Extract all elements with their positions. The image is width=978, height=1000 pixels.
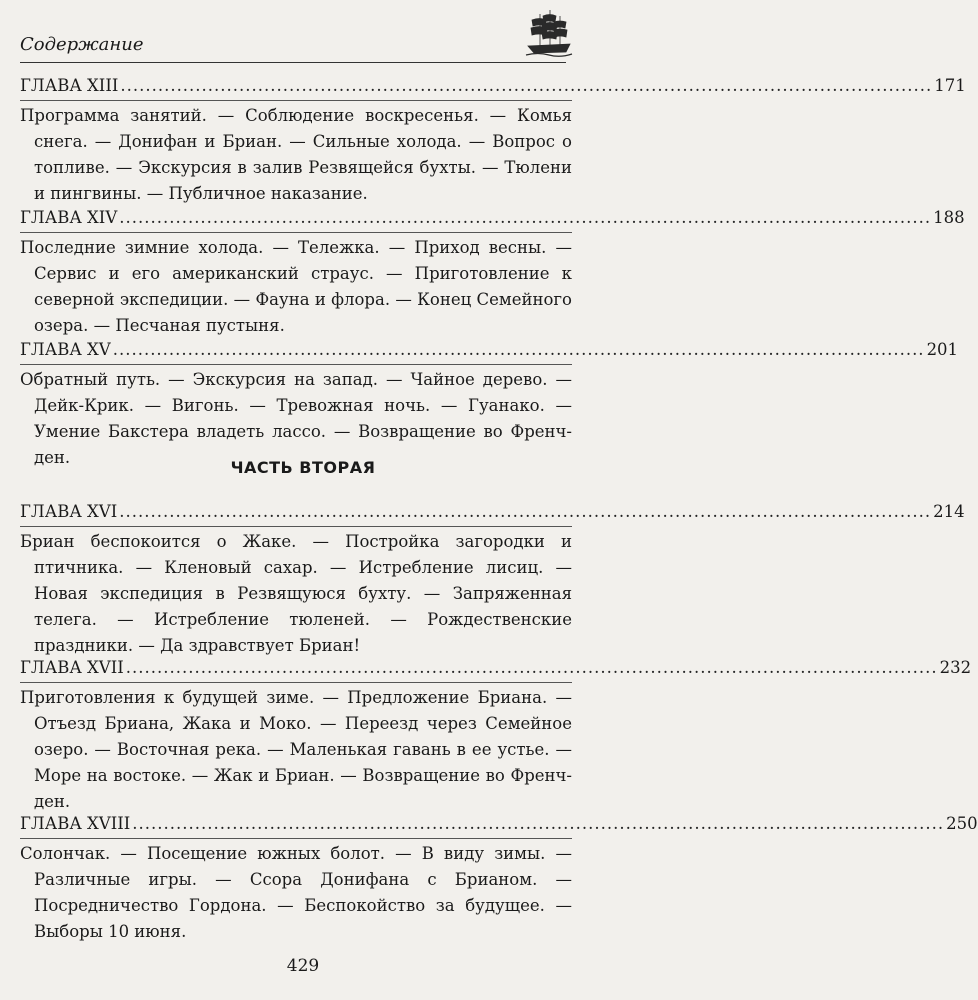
leader-dots: .................................................................................................................................. xyxy=(119,208,932,227)
entry-rule xyxy=(20,364,572,365)
leader-dots: .................................................................................................................................. xyxy=(112,340,925,359)
chapter-line xyxy=(20,500,965,524)
entry-rule xyxy=(20,838,572,839)
running-header-title: Содержание xyxy=(20,34,144,55)
chapter-page-number: 214 xyxy=(933,502,965,521)
toc-entry-chapter-15 xyxy=(20,338,959,471)
ship-icon xyxy=(526,8,572,58)
chapter-summary: Обратный путь. — Экскурсия на запад. — Чайное дерево. — Дейк-Крик. — Вигонь. — Тревожная ночь. — Гуанако. — Умение Бакстера владеть лассо. — Возвращение во Френч-ден. xyxy=(20,370,572,467)
page-number: 429 xyxy=(286,956,320,976)
toc-entry-chapter-17 xyxy=(20,656,972,815)
chapter-title: ГЛАВА XIV xyxy=(20,208,118,227)
toc-entry-chapter-14 xyxy=(20,206,965,339)
entry-rule xyxy=(20,682,572,683)
toc-entry-chapter-16 xyxy=(20,500,965,659)
leader-dots: .................................................................................................................................. xyxy=(132,814,945,833)
chapter-page-number: 232 xyxy=(939,658,972,677)
chapter-title: ГЛАВА XIII xyxy=(20,76,119,95)
chapter-title: ГЛАВА XVII xyxy=(20,658,124,677)
chapter-title: ГЛАВА XVI xyxy=(20,502,118,521)
chapter-line xyxy=(20,812,978,836)
chapter-summary: Приготовления к будущей зиме. — Предложение Бриана. — Отъезд Бриана, Жака и Моко. — Переезд через Семейное озеро. — Восточная река. — Маленькая гавань в ее устье. — Море на востоке. — Жак и Бриан. — Возвращение во Френч-ден. xyxy=(20,688,572,811)
entry-rule xyxy=(20,100,572,101)
chapter-summary: Последние зимние холода. — Тележка. — Приход весны. — Сервис и его американский страус. — Приготовление к северной экспедиции. — Фауна и флора. — Конец Семейного озера. — Песчаная пустыня. xyxy=(20,238,572,335)
chapter-page-number: 201 xyxy=(926,340,959,359)
chapter-title: ГЛАВА XV xyxy=(20,340,111,359)
chapter-line xyxy=(20,656,972,680)
leader-dots: .................................................................................................................................. xyxy=(120,76,933,95)
chapter-line xyxy=(20,338,959,362)
chapter-page-number: 250 xyxy=(946,814,978,833)
chapter-page-number: 171 xyxy=(934,76,966,95)
chapter-line xyxy=(20,74,966,98)
toc-entry-chapter-13 xyxy=(20,74,966,207)
chapter-page-number: 188 xyxy=(933,208,965,227)
chapter-summary: Солончак. — Посещение южных болот. — В виду зимы. — Различные игры. — Ссора Донифана с Брианом. — Посредничество Гордона. — Беспокойство за будущее. — Выборы 10 июня. xyxy=(20,844,572,941)
leader-dots: .................................................................................................................................. xyxy=(119,502,932,521)
chapter-summary: Программа занятий. — Соблюдение воскресенья. — Комья снега. — Донифан и Бриан. — Сильные холода. — Вопрос о топливе. — Экскурсия в залив Резвящейся бухты. — Тюлени и пингвины. — Публичное наказание. xyxy=(20,106,572,203)
toc-entry-chapter-18 xyxy=(20,812,978,945)
chapter-line xyxy=(20,206,965,230)
chapter-summary: Бриан беспокоится о Жаке. — Постройка загородки и птичника. — Кленовый сахар. — Истребление лисиц. — Новая экспедиция в Резвящуюся бухту. — Запряженная телега. — Истребление тюленей. — Рождественские праздники. — Да здравствует Бриан! xyxy=(20,532,572,655)
entry-rule xyxy=(20,526,572,527)
part-heading: ЧАСТЬ ВТОРАЯ xyxy=(230,458,376,477)
chapter-title: ГЛАВА XVIII xyxy=(20,814,131,833)
header-rule xyxy=(20,62,566,63)
entry-rule xyxy=(20,232,572,233)
leader-dots: .................................................................................................................................. xyxy=(125,658,938,677)
